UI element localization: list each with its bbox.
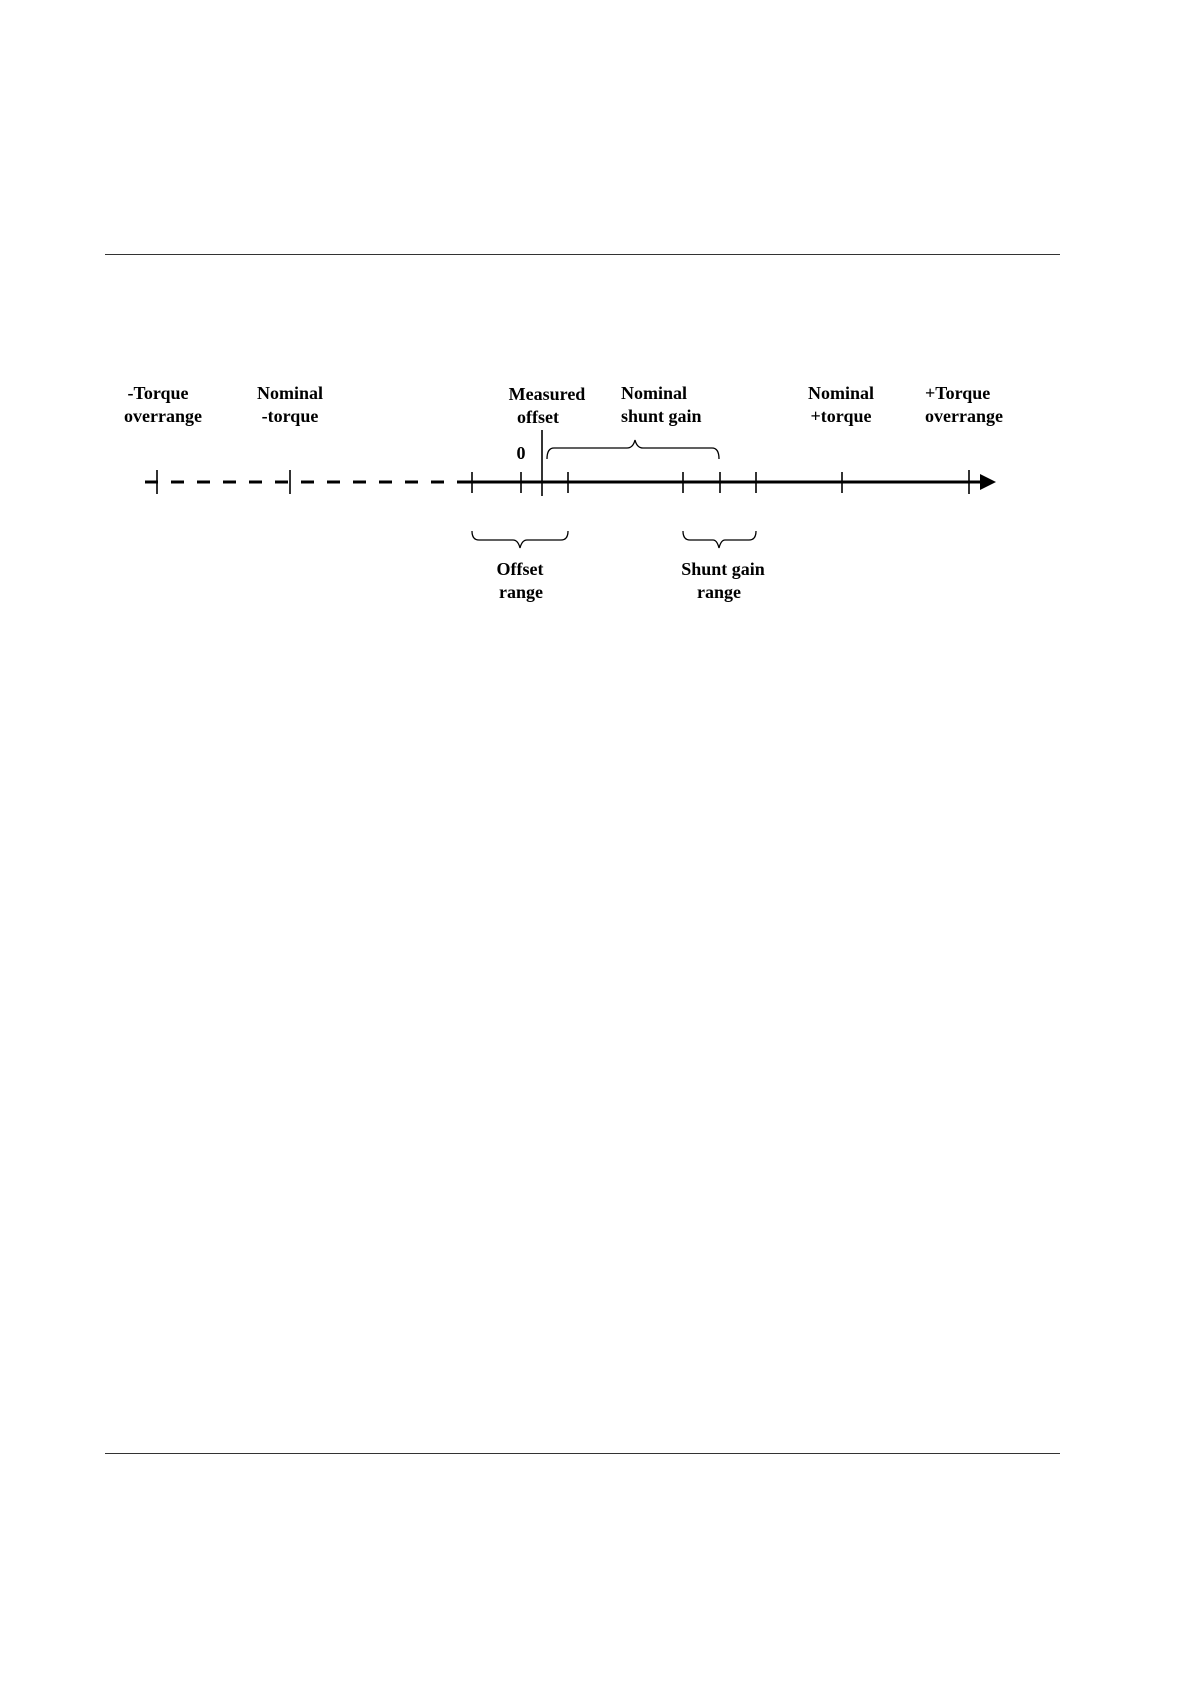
svg-text:-torque: -torque [261,406,319,426]
svg-text:range: range [499,582,543,602]
svg-text:offset: offset [517,407,559,427]
svg-text:overrange: overrange [925,406,1003,426]
label-pos-overrange [925,383,1003,426]
svg-text:range: range [697,582,741,602]
offset-range-brace [472,531,568,548]
label-nominal-shunt [621,383,702,426]
svg-text:shunt gain: shunt gain [621,406,702,426]
label-zero: 0 [516,443,526,463]
svg-text:Shunt gain: Shunt gain [681,559,765,579]
label-neg-overrange [124,383,202,426]
axis-arrowhead [980,474,996,490]
svg-text:Offset: Offset [496,559,544,579]
svg-text:Nominal: Nominal [807,383,875,403]
svg-text:+torque: +torque [810,406,872,426]
svg-text:Measured: Measured [508,384,586,404]
svg-text:overrange: overrange [124,406,202,426]
label-measured-offset [509,384,586,427]
label-nominal-neg [257,383,323,426]
svg-text:+Torque: +Torque [925,383,991,403]
svg-text:Nominal: Nominal [621,383,688,403]
nominal-shunt-brace [547,440,719,459]
label-offset-range [497,559,544,602]
svg-text:Nominal: Nominal [256,383,324,403]
shunt-range-brace [683,531,756,548]
svg-text:-Torque: -Torque [127,383,189,403]
label-nominal-pos [808,383,874,426]
label-shunt-range [681,559,765,602]
